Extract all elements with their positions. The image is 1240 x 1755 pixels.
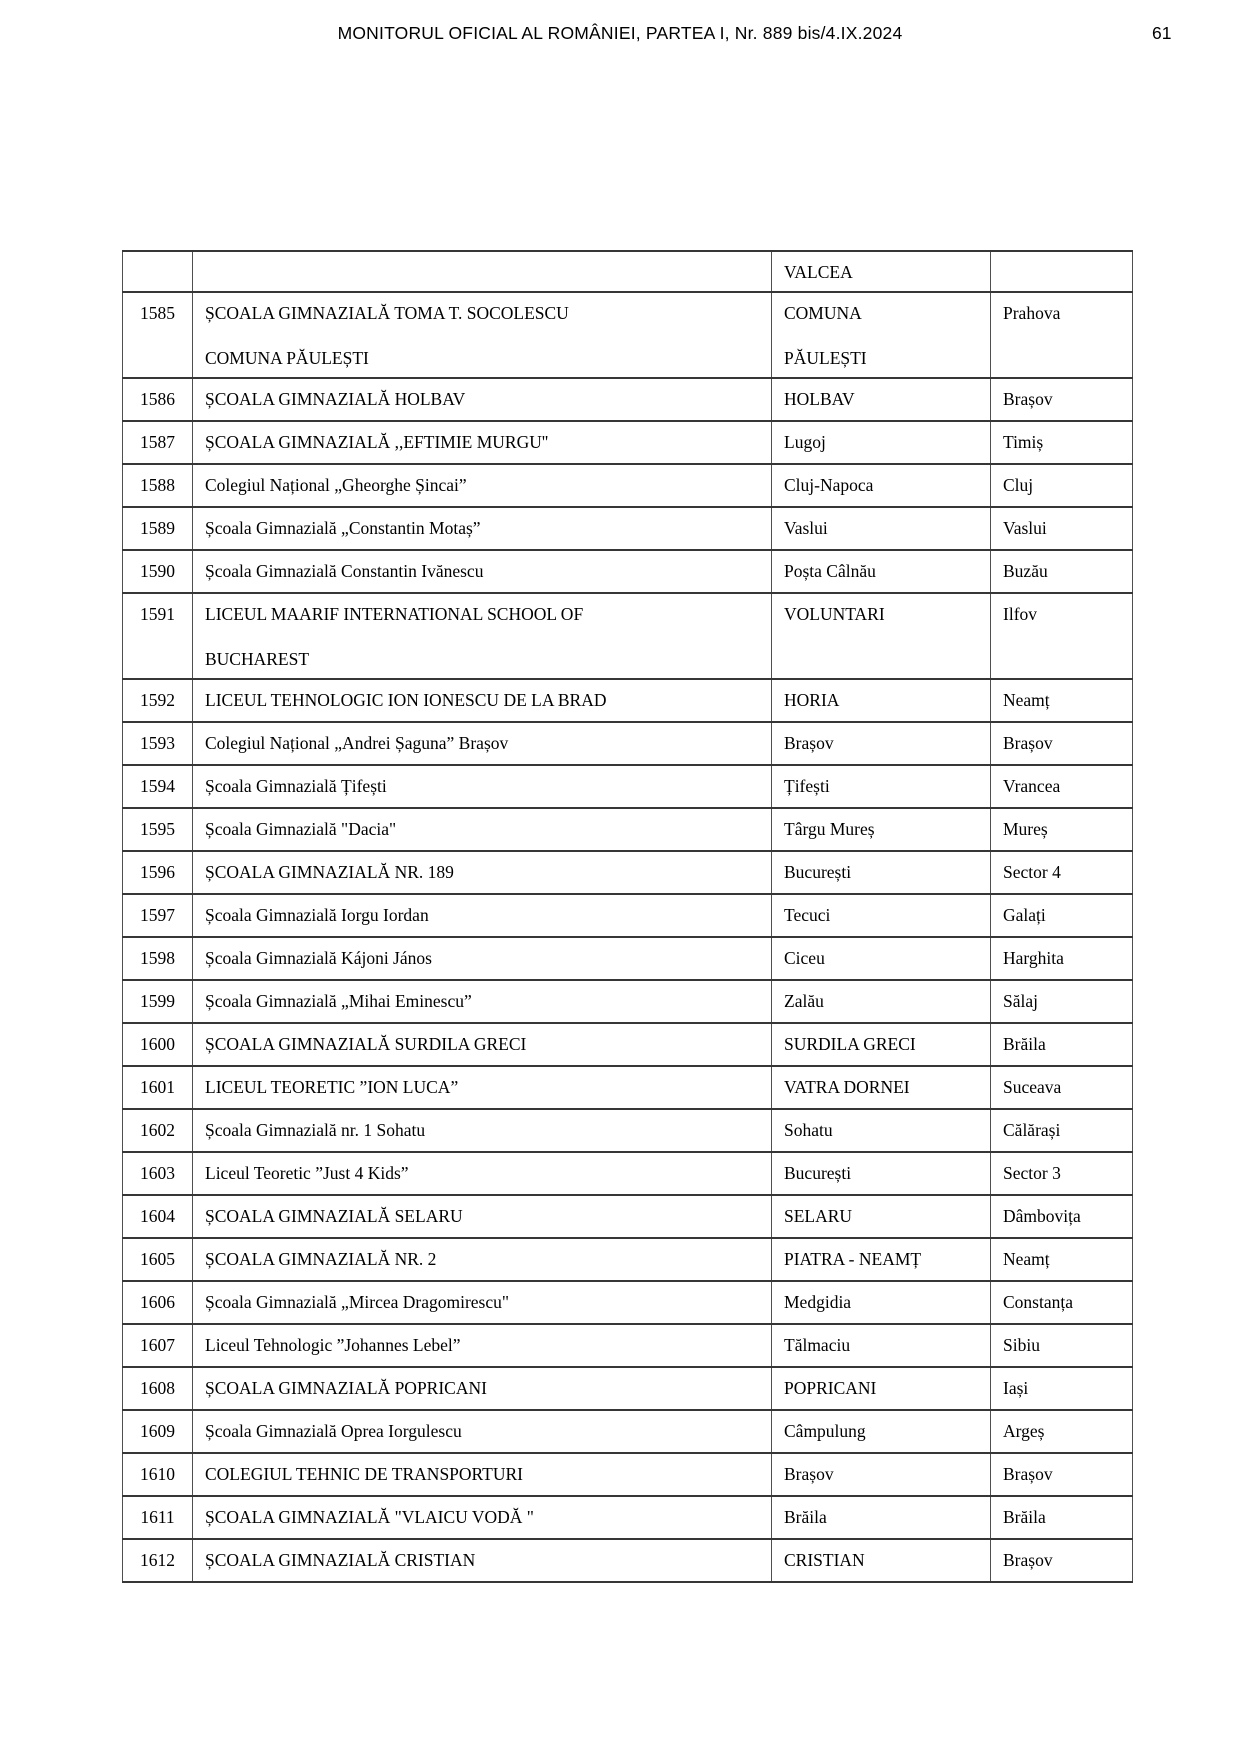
table-row: [123, 378, 1133, 421]
county-cell: [991, 1152, 1133, 1195]
schools-table: [122, 250, 1133, 1583]
cell-text: 1596: [140, 862, 175, 882]
table-row: [123, 1238, 1133, 1281]
cell-text: Călărași: [1003, 1120, 1061, 1140]
cell-text: Brăila: [1003, 1507, 1046, 1527]
locality-cell: [772, 1066, 991, 1109]
locality-cell: [772, 464, 991, 507]
cell-text: 1589: [140, 518, 175, 538]
school-name-cell: [193, 1023, 772, 1066]
table-row: [123, 1066, 1133, 1109]
cell-text: Colegiul Național „Gheorghe Șincai”: [205, 475, 467, 495]
cell-text: Buzău: [1003, 561, 1048, 581]
row-number-cell: [123, 980, 193, 1023]
table-row: [123, 894, 1133, 937]
table-row: [123, 851, 1133, 894]
county-cell: [991, 1109, 1133, 1152]
cell-text: 1607: [140, 1335, 175, 1355]
county-cell: [991, 937, 1133, 980]
cell-text: 1592: [140, 690, 175, 710]
county-cell: [991, 292, 1133, 378]
cell-text: ȘCOALA GIMNAZIALĂ ,,EFTIMIE MURGU'': [205, 432, 549, 452]
row-number-cell: [123, 679, 193, 722]
cell-text: Școala Gimnazială Țifești: [205, 776, 387, 796]
county-cell: [991, 507, 1133, 550]
school-name-cell: [193, 937, 772, 980]
cell-text: 1599: [140, 991, 175, 1011]
cell-text: Brașov: [1003, 389, 1053, 409]
row-number-cell: [123, 464, 193, 507]
cell-text: LICEUL MAARIF INTERNATIONAL SCHOOL OF: [205, 604, 584, 624]
county-cell: [991, 1410, 1133, 1453]
cell-text: PIATRA - NEAMȚ: [784, 1249, 922, 1269]
locality-cell: [772, 1152, 991, 1195]
cell-text: Târgu Mureș: [784, 819, 875, 839]
table-row: [123, 1195, 1133, 1238]
cell-text: 1587: [140, 432, 175, 452]
school-name-cell: [193, 1238, 772, 1281]
row-number-cell: [123, 1152, 193, 1195]
cell-text: Constanța: [1003, 1292, 1073, 1312]
school-name-cell: [193, 722, 772, 765]
table-row: [123, 593, 1133, 679]
cell-text: 1611: [140, 1507, 175, 1527]
county-cell: [991, 722, 1133, 765]
cell-text: 1604: [140, 1206, 175, 1226]
locality-cell: [772, 980, 991, 1023]
cell-text: Ilfov: [1003, 604, 1038, 624]
row-number-cell: [123, 1109, 193, 1152]
cell-text: VALCEA: [784, 262, 853, 282]
cell-text: Școala Gimnazială Oprea Iorgulescu: [205, 1421, 462, 1441]
table-row: [123, 1410, 1133, 1453]
table-row: [123, 1539, 1133, 1582]
table-row: [123, 1109, 1133, 1152]
cell-text: 1600: [140, 1034, 175, 1054]
row-number-cell: [123, 722, 193, 765]
cell-text: Brăila: [784, 1507, 827, 1527]
table-row: [123, 550, 1133, 593]
cell-text: Școala Gimnazială „Mihai Eminescu”: [205, 991, 472, 1011]
cell-text: Țifești: [784, 776, 830, 796]
school-name-cell: [193, 593, 772, 679]
county-cell: [991, 421, 1133, 464]
county-cell: [991, 1496, 1133, 1539]
locality-cell: [772, 1453, 991, 1496]
cell-text: 1608: [140, 1378, 175, 1398]
cell-text: ȘCOALA GIMNAZIALĂ HOLBAV: [205, 389, 466, 409]
school-name-cell: [193, 851, 772, 894]
page-number: 61: [1152, 23, 1172, 43]
county-cell: [991, 980, 1133, 1023]
school-name-cell: [193, 1410, 772, 1453]
table-row: [123, 1453, 1133, 1496]
school-name-cell: [193, 1367, 772, 1410]
cell-text: COMUNA PĂULEȘTI: [205, 348, 369, 368]
cell-text: Brăila: [1003, 1034, 1046, 1054]
cell-text: 1597: [140, 905, 175, 925]
cell-text: Zalău: [784, 991, 824, 1011]
table-row: [123, 1324, 1133, 1367]
school-table-body: [123, 251, 1133, 1582]
cell-text: COMUNA: [784, 303, 862, 323]
cell-text: Sector 4: [1003, 862, 1061, 882]
table-row: [123, 722, 1133, 765]
school-name-cell: [193, 1453, 772, 1496]
locality-cell: [772, 1109, 991, 1152]
locality-cell: [772, 421, 991, 464]
row-number-cell: [123, 550, 193, 593]
table-row: [123, 507, 1133, 550]
cell-text: ȘCOALA GIMNAZIALĂ CRISTIAN: [205, 1550, 476, 1570]
cell-text: Școala Gimnazială "Dacia": [205, 819, 397, 839]
school-name-cell: [193, 292, 772, 378]
cell-text: Brașov: [1003, 733, 1053, 753]
table-row: [123, 1367, 1133, 1410]
county-cell: [991, 464, 1133, 507]
county-cell: [991, 808, 1133, 851]
school-name-cell: [193, 1281, 772, 1324]
school-name-cell: [193, 507, 772, 550]
school-name-cell: [193, 378, 772, 421]
cell-text: CRISTIAN: [784, 1550, 865, 1570]
cell-text: Poșta Câlnău: [784, 561, 876, 581]
school-name-cell: [193, 894, 772, 937]
cell-text: București: [784, 862, 852, 882]
cell-text: Brașov: [784, 1464, 834, 1484]
cell-text: Școala Gimnazială „Mircea Dragomirescu": [205, 1292, 510, 1312]
cell-text: LICEUL TEHNOLOGIC ION IONESCU DE LA BRAD: [205, 690, 607, 710]
page-header-title: MONITORUL OFICIAL AL ROMÂNIEI, PARTEA I, Nr. 889 bis/4.IX.2024: [337, 23, 903, 43]
locality-cell: [772, 1238, 991, 1281]
cell-text: Timiș: [1003, 432, 1044, 452]
row-number-cell: [123, 1195, 193, 1238]
cell-text: ȘCOALA GIMNAZIALĂ TOMA T. SOCOLESCU: [205, 303, 569, 323]
cell-text: Câmpulung: [784, 1421, 866, 1441]
cell-text: ȘCOALA GIMNAZIALĂ SELARU: [205, 1206, 463, 1226]
cell-text: 1585: [140, 303, 175, 323]
cell-text: 1591: [140, 604, 175, 624]
cell-text: COLEGIUL TEHNIC DE TRANSPORTURI: [205, 1464, 523, 1484]
row-number-cell: [123, 1281, 193, 1324]
cell-text: ȘCOALA GIMNAZIALĂ SURDILA GRECI: [205, 1034, 527, 1054]
county-cell: [991, 1238, 1133, 1281]
cell-text: ȘCOALA GIMNAZIALĂ POPRICANI: [205, 1378, 487, 1398]
school-name-cell: [193, 1109, 772, 1152]
cell-text: Vrancea: [1003, 776, 1061, 796]
row-number-cell: [123, 937, 193, 980]
cell-text: Neamț: [1003, 1249, 1050, 1269]
cell-text: 1590: [140, 561, 175, 581]
row-number-cell: [123, 1539, 193, 1582]
table-row: [123, 765, 1133, 808]
table-row: [123, 1496, 1133, 1539]
row-number-cell: [123, 421, 193, 464]
county-cell: [991, 1367, 1133, 1410]
cell-text: Tălmaciu: [784, 1335, 851, 1355]
county-cell: [991, 679, 1133, 722]
county-cell: [991, 765, 1133, 808]
cell-text: ȘCOALA GIMNAZIALĂ "VLAICU VODĂ ": [205, 1507, 534, 1527]
table-row: [123, 808, 1133, 851]
cell-text: Școala Gimnazială „Constantin Motaș”: [205, 518, 481, 538]
cell-text: 1588: [140, 475, 175, 495]
row-number-cell: [123, 1367, 193, 1410]
locality-cell: [772, 1539, 991, 1582]
row-number-cell: [123, 1324, 193, 1367]
row-number-cell: [123, 1066, 193, 1109]
county-cell: [991, 550, 1133, 593]
locality-cell: [772, 1324, 991, 1367]
cell-text: Suceava: [1003, 1077, 1062, 1097]
locality-cell: [772, 808, 991, 851]
county-cell: [991, 378, 1133, 421]
cell-text: 1605: [140, 1249, 175, 1269]
cell-text: 1603: [140, 1163, 175, 1183]
cell-text: 1593: [140, 733, 175, 753]
cell-text: 1612: [140, 1550, 175, 1570]
table-row: [123, 1281, 1133, 1324]
school-name-cell: [193, 679, 772, 722]
cell-text: Școala Gimnazială Constantin Ivănescu: [205, 561, 484, 581]
cell-text: Vaslui: [784, 518, 828, 538]
cell-text: Galați: [1003, 905, 1046, 925]
cell-text: Școala Gimnazială nr. 1 Sohatu: [205, 1120, 426, 1140]
cell-text: Cluj-Napoca: [784, 475, 874, 495]
cell-text: 1609: [140, 1421, 175, 1441]
school-name-cell: [193, 1539, 772, 1582]
county-cell: [991, 1539, 1133, 1582]
county-cell: [991, 1023, 1133, 1066]
cell-text: Sibiu: [1003, 1335, 1040, 1355]
cell-text: VATRA DORNEI: [784, 1077, 910, 1097]
cell-text: SURDILA GRECI: [784, 1034, 916, 1054]
table-row: [123, 980, 1133, 1023]
cell-text: HORIA: [784, 690, 840, 710]
cell-text: POPRICANI: [784, 1378, 877, 1398]
locality-cell: [772, 851, 991, 894]
locality-cell: [772, 378, 991, 421]
row-number-cell: [123, 1238, 193, 1281]
row-number-cell: [123, 1023, 193, 1066]
cell-text: Sector 3: [1003, 1163, 1061, 1183]
cell-text: LICEUL TEORETIC ”ION LUCA”: [205, 1077, 459, 1097]
cell-text: Vaslui: [1003, 518, 1047, 538]
table-row: [123, 1152, 1133, 1195]
cell-text: Tecuci: [784, 905, 831, 925]
school-name-cell: [193, 1152, 772, 1195]
cell-text: Brașov: [1003, 1550, 1053, 1570]
cell-text: 1586: [140, 389, 175, 409]
cell-text: Sălaj: [1003, 991, 1038, 1011]
locality-cell: [772, 550, 991, 593]
school-name-cell: [193, 464, 772, 507]
table-row: [123, 251, 1133, 292]
cell-text: 1601: [140, 1077, 175, 1097]
cell-text: SELARU: [784, 1206, 853, 1226]
cell-text: Brașov: [1003, 1464, 1053, 1484]
county-cell: [991, 1453, 1133, 1496]
row-number-cell: [123, 507, 193, 550]
county-cell: [991, 851, 1133, 894]
school-name-cell: [193, 1324, 772, 1367]
locality-cell: [772, 1281, 991, 1324]
county-cell: [991, 1281, 1133, 1324]
locality-cell: [772, 894, 991, 937]
cell-text: VOLUNTARI: [784, 604, 885, 624]
cell-text: Medgidia: [784, 1292, 852, 1312]
cell-text: Lugoj: [784, 432, 826, 452]
row-number-cell: [123, 808, 193, 851]
cell-text: ȘCOALA GIMNAZIALĂ NR. 189: [205, 862, 454, 882]
school-name-cell: [193, 1496, 772, 1539]
county-cell: [991, 593, 1133, 679]
cell-text: 1595: [140, 819, 175, 839]
cell-text: Argeș: [1003, 1421, 1045, 1441]
row-number-cell: [123, 894, 193, 937]
locality-cell: [772, 1367, 991, 1410]
row-number-cell: [123, 292, 193, 378]
locality-cell: [772, 507, 991, 550]
cell-text: Mureș: [1003, 819, 1048, 839]
county-cell: [991, 894, 1133, 937]
row-number-cell: [123, 1496, 193, 1539]
row-number-cell: [123, 1453, 193, 1496]
row-number-cell: [123, 378, 193, 421]
row-number-cell: [123, 851, 193, 894]
cell-text: 1606: [140, 1292, 175, 1312]
county-cell: [991, 251, 1133, 292]
row-number-cell: [123, 251, 193, 292]
cell-text: Brașov: [784, 733, 834, 753]
cell-text: 1610: [140, 1464, 175, 1484]
cell-text: HOLBAV: [784, 389, 855, 409]
school-name-cell: [193, 980, 772, 1023]
school-name-cell: [193, 765, 772, 808]
locality-cell: [772, 593, 991, 679]
locality-cell: [772, 1410, 991, 1453]
cell-text: Liceul Teoretic ”Just 4 Kids”: [205, 1163, 409, 1183]
locality-cell: [772, 679, 991, 722]
locality-cell: [772, 765, 991, 808]
locality-cell: [772, 937, 991, 980]
school-name-cell: [193, 421, 772, 464]
cell-text: Liceul Tehnologic ”Johannes Lebel”: [205, 1335, 461, 1355]
cell-text: PĂULEȘTI: [784, 348, 867, 368]
cell-text: Neamț: [1003, 690, 1050, 710]
table-row: [123, 464, 1133, 507]
table-row: [123, 421, 1133, 464]
row-number-cell: [123, 593, 193, 679]
row-number-cell: [123, 1410, 193, 1453]
table-row: [123, 937, 1133, 980]
table-row: [123, 679, 1133, 722]
cell-text: Școala Gimnazială Kájoni János: [205, 948, 432, 968]
cell-text: Iași: [1003, 1378, 1029, 1398]
cell-text: Școala Gimnazială Iorgu Iordan: [205, 905, 429, 925]
school-name-cell: [193, 550, 772, 593]
county-cell: [991, 1066, 1133, 1109]
locality-cell: [772, 722, 991, 765]
school-name-cell: [193, 251, 772, 292]
cell-text: Sohatu: [784, 1120, 833, 1140]
school-name-cell: [193, 808, 772, 851]
locality-cell: [772, 1195, 991, 1238]
row-number-cell: [123, 765, 193, 808]
cell-text: București: [784, 1163, 852, 1183]
locality-cell: [772, 1023, 991, 1066]
locality-cell: [772, 251, 991, 292]
cell-text: ȘCOALA GIMNAZIALĂ NR. 2: [205, 1249, 437, 1269]
cell-text: 1594: [140, 776, 175, 796]
school-name-cell: [193, 1195, 772, 1238]
table-row: [123, 292, 1133, 378]
locality-cell: [772, 1496, 991, 1539]
cell-text: Harghita: [1003, 948, 1064, 968]
cell-text: 1598: [140, 948, 175, 968]
cell-text: Ciceu: [784, 948, 825, 968]
cell-text: Cluj: [1003, 475, 1034, 495]
county-cell: [991, 1324, 1133, 1367]
cell-text: Colegiul Național „Andrei Șaguna” Brașov: [205, 733, 509, 753]
county-cell: [991, 1195, 1133, 1238]
cell-text: Prahova: [1003, 303, 1061, 323]
school-name-cell: [193, 1066, 772, 1109]
cell-text: 1602: [140, 1120, 175, 1140]
cell-text: Dâmbovița: [1003, 1206, 1081, 1226]
locality-cell: [772, 292, 991, 378]
table-row: [123, 1023, 1133, 1066]
cell-text: BUCHAREST: [205, 649, 310, 669]
